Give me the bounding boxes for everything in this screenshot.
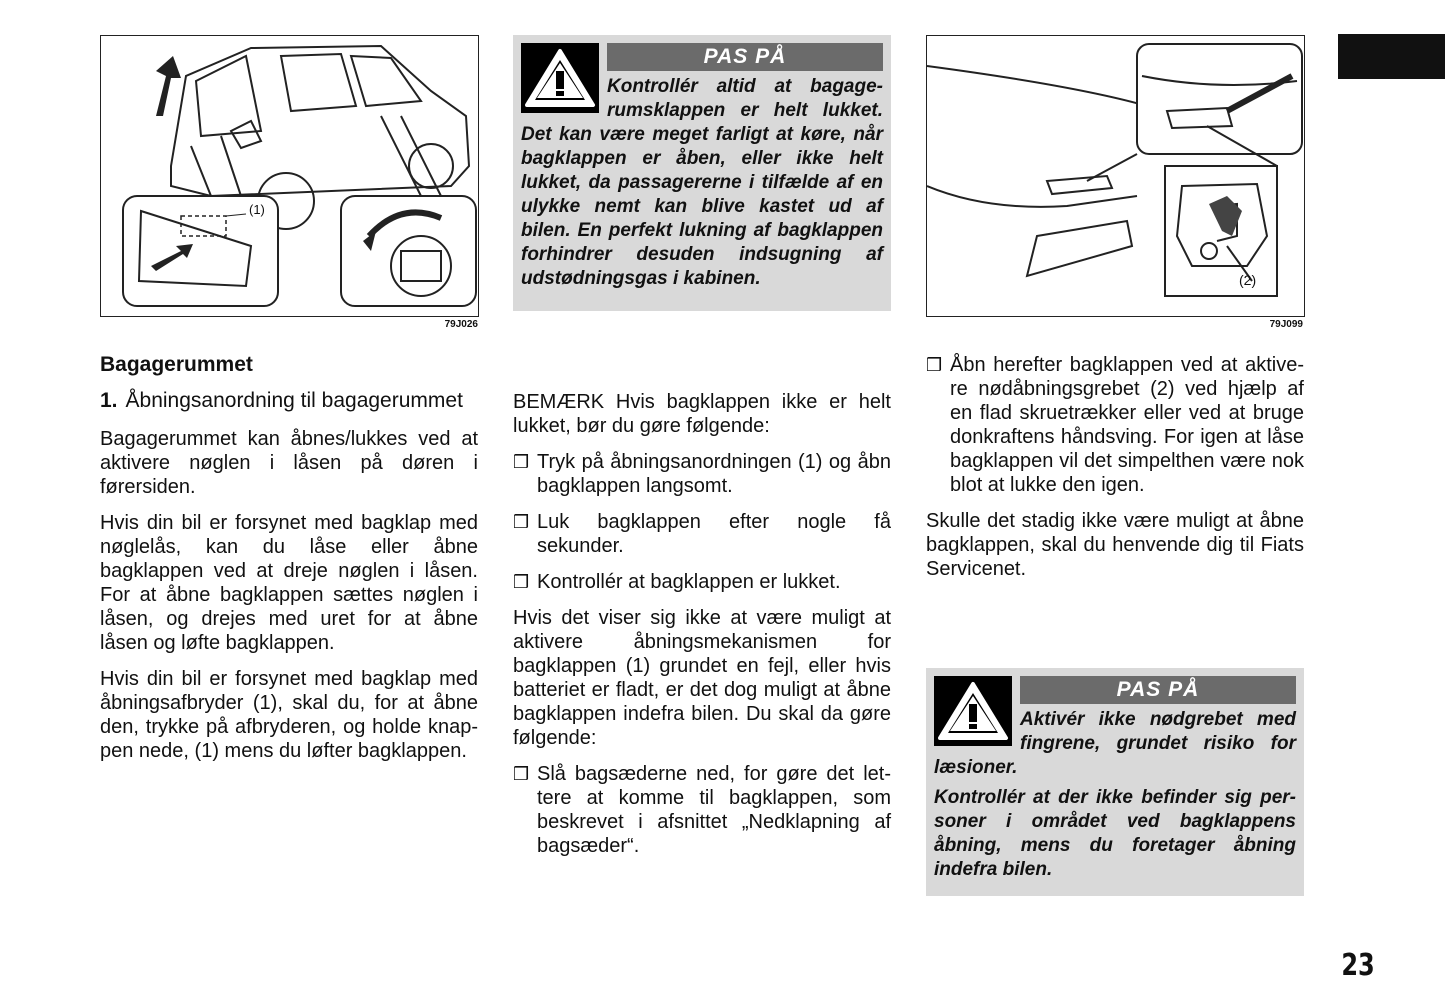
warning-box-bottom [926, 668, 1304, 896]
middle-column [513, 390, 891, 870]
list-item-text: Luk bagklappen efter nogle få sekunder. [537, 511, 891, 557]
left-column [100, 353, 478, 775]
warning-title-top: PAS PÅ [607, 43, 883, 71]
warning-triangle-icon [934, 676, 1012, 746]
item-number: 1. [100, 389, 118, 412]
figure-code-left: 79J026 [444, 319, 478, 330]
list-item-text: Slå bagsæderne ned, for gøre det lettere at komme til bagklappen, som beskrevet i afsnittet „Nedklapning af bagsæder“. [537, 763, 891, 857]
checkbox-bullet-icon: ❒ [513, 452, 530, 472]
paragraph-3: Hvis din bil er forsynet med bagklap med åbningsafbryder (1), skal du, for at åbne den, trykke på afbryderen, og holde knappen nede, (1) mens du løfter bagklappen. [100, 668, 478, 762]
warning-text-bottom-1: Aktivér ikke nødgrebet med fingrene, grundet risiko for læsioner. [934, 709, 1296, 778]
paragraph-fault: Hvis det viser sig ikke at være muligt at aktivere åbningsmekanismen for bagklappen (1) grundet en fejl, eller hvis batteriet er fladt, er det dog muligt at åbne bagklappen indefra bilen. Du skal da gøre følgende: [513, 607, 891, 749]
figure-code-right: 79J099 [1269, 319, 1303, 330]
paragraph-2: Hvis din bil er forsynet med bagklap med nøglelås, kan du låse eller åbne bagklappen ved at dreje nøglen i låsen. For at åbne bagklappen sættes nøglen i låsen, og drejes med uret for at åbne låsen og løfte bagklappen. [100, 512, 478, 654]
section-tab-marker [1338, 34, 1445, 79]
checkbox-bullet-icon: ❒ [926, 355, 943, 375]
warning-box-top [513, 35, 891, 311]
figure-tailgate-opening [100, 35, 479, 317]
figure-callout-2: (2) [1239, 272, 1257, 288]
list-item [513, 510, 891, 558]
list-item-text: Åbn herefter bagklappen ved at aktivere nødåbningsgrebet (2) ved hjælp af en flad skruetrækker eller ved at bruge donkraftens håndsving. For igen at låse bagklappen vil det simpelthen være nok blot at lukke den igen. [950, 354, 1304, 496]
car-illustration [101, 36, 478, 316]
warning-text-top: Kontrollér altid at bagagerumsklappen er helt lukket. Det kan være meget farligt at køre, når bagklappen er åben, eller ikke helt lukket, da passagererne i tilfælde af en ulykke nemt kan blive kastet ud af bilen. En perfekt lukning af bagklappen forhindrer desuden indsugning af udstødningsgas i kabinen. [521, 76, 883, 289]
list-item-text: Kontrollér at bagklappen er lukket. [537, 571, 841, 593]
list-item [513, 570, 891, 594]
figure-emergency-release [926, 35, 1305, 317]
page-number: 23 [1341, 948, 1375, 983]
list-item [513, 450, 891, 498]
list-item-text: Tryk på åbningsanordningen (1) og åbn bagklappen langsomt. [537, 451, 891, 497]
checkbox-bullet-icon: ❒ [513, 764, 530, 784]
warning-text-bottom-2: Kontrollér at der ikke befinder sig personer i området ved bagklappens åbning, mens du foretager åbning indefra bilen. [934, 787, 1296, 880]
warning-triangle-icon [521, 43, 599, 113]
checkbox-bullet-icon: ❒ [513, 512, 530, 532]
numbered-item [100, 389, 478, 413]
list-item [926, 353, 1304, 497]
right-column [926, 353, 1304, 593]
paragraph-service: Skulle det stadig ikke være muligt at åbne bagklappen, skal du henvende dig til Fiats Servicenet. [926, 510, 1304, 580]
list-item [513, 762, 891, 858]
item-title: Åbningsanordning til bagagerummet [125, 389, 463, 412]
section-heading: Bagagerummet [100, 353, 253, 376]
paragraph-1: Bagagerummet kan åbnes/lukkes ved at aktivere nøglen i låsen på døren i førersiden. [100, 428, 478, 498]
note-paragraph: BEMÆRK Hvis bagklappen ikke er helt lukket, bør du gøre følgende: [513, 391, 891, 437]
warning-title-bottom: PAS PÅ [1020, 676, 1296, 704]
checkbox-bullet-icon: ❒ [513, 572, 530, 592]
figure-callout-1: (1) [249, 202, 265, 217]
